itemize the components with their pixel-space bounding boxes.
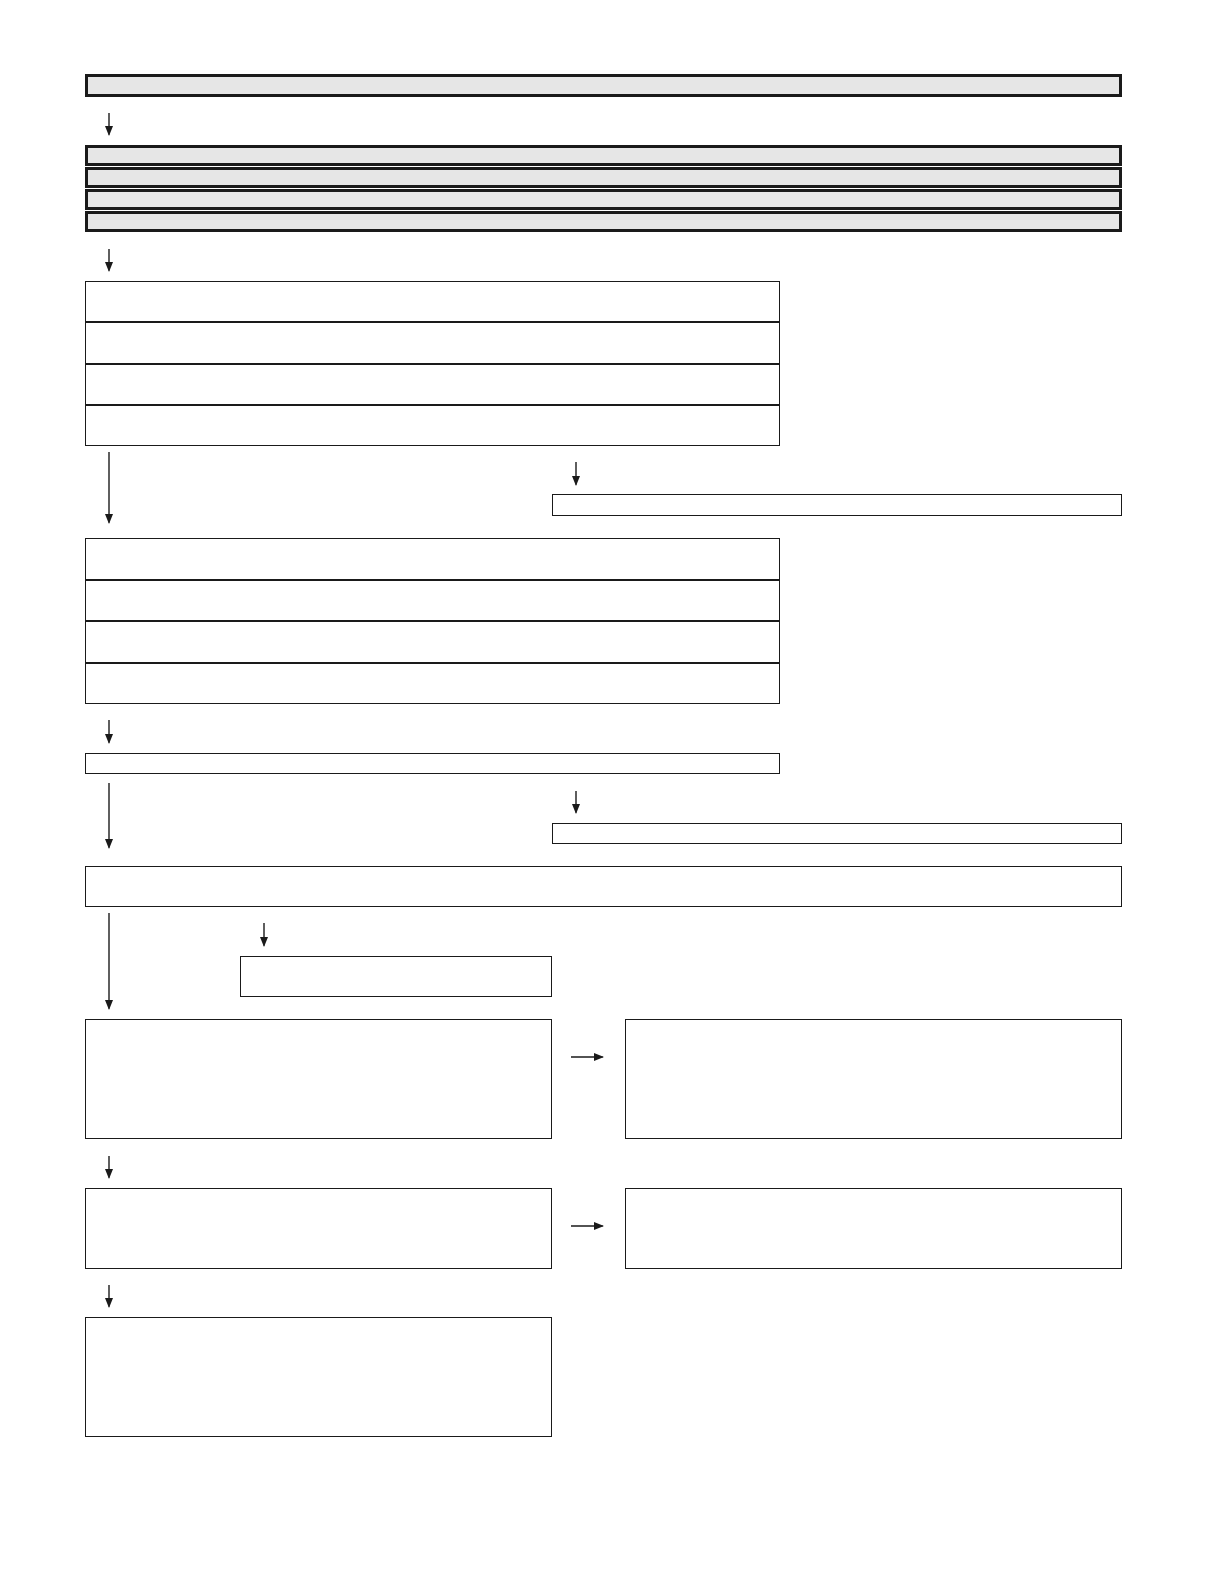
result-e-box bbox=[626, 1020, 1122, 1139]
step-a2-box-frame bbox=[86, 323, 780, 364]
result-f-box bbox=[626, 1189, 1122, 1269]
branch-2-box-frame bbox=[553, 824, 1122, 844]
step-c-box bbox=[86, 754, 780, 774]
branch-3-box bbox=[241, 957, 552, 997]
step-a4-box bbox=[86, 406, 780, 446]
step-a1-box-frame bbox=[86, 282, 780, 322]
step-b1-box bbox=[86, 539, 780, 580]
step-e-box bbox=[86, 1020, 552, 1139]
step-a2-box bbox=[86, 323, 780, 364]
step-b4-box bbox=[86, 664, 780, 704]
header-1-bar-frame bbox=[87, 76, 1121, 96]
step-g-box-frame bbox=[86, 1318, 552, 1437]
header-5-bar-frame bbox=[87, 213, 1121, 231]
result-f-box-frame bbox=[626, 1189, 1122, 1269]
branch-1-box bbox=[553, 495, 1122, 516]
step-e-box-frame bbox=[86, 1020, 552, 1139]
header-5-bar bbox=[87, 213, 1121, 231]
step-b1-box-frame bbox=[86, 539, 780, 580]
step-a4-box-frame bbox=[86, 406, 780, 446]
step-f-box bbox=[86, 1189, 552, 1269]
step-a3-box-frame bbox=[86, 365, 780, 405]
step-a3-box bbox=[86, 365, 780, 405]
step-b2-box bbox=[86, 581, 780, 621]
step-b2-box-frame bbox=[86, 581, 780, 621]
branch-2-box bbox=[553, 824, 1122, 844]
step-d-box-frame bbox=[86, 867, 1122, 907]
step-f-box-frame bbox=[86, 1189, 552, 1269]
step-d-box bbox=[86, 867, 1122, 907]
step-g-box bbox=[86, 1318, 552, 1437]
step-b4-box-frame bbox=[86, 664, 780, 704]
step-c-box-frame bbox=[86, 754, 780, 774]
step-a1-box bbox=[86, 282, 780, 322]
header-3-bar-frame bbox=[87, 169, 1121, 187]
step-b3-box-frame bbox=[86, 622, 780, 663]
branch-3-box-frame bbox=[241, 957, 552, 997]
header-3-bar bbox=[87, 169, 1121, 187]
step-b3-box bbox=[86, 622, 780, 663]
branch-1-box-frame bbox=[553, 495, 1122, 516]
result-e-box-frame bbox=[626, 1020, 1122, 1139]
header-2-bar bbox=[87, 147, 1121, 165]
header-1-bar bbox=[87, 76, 1121, 96]
boxes-group bbox=[86, 76, 1122, 1437]
header-2-bar-frame bbox=[87, 147, 1121, 165]
header-4-bar-frame bbox=[87, 191, 1121, 209]
header-4-bar bbox=[87, 191, 1121, 209]
